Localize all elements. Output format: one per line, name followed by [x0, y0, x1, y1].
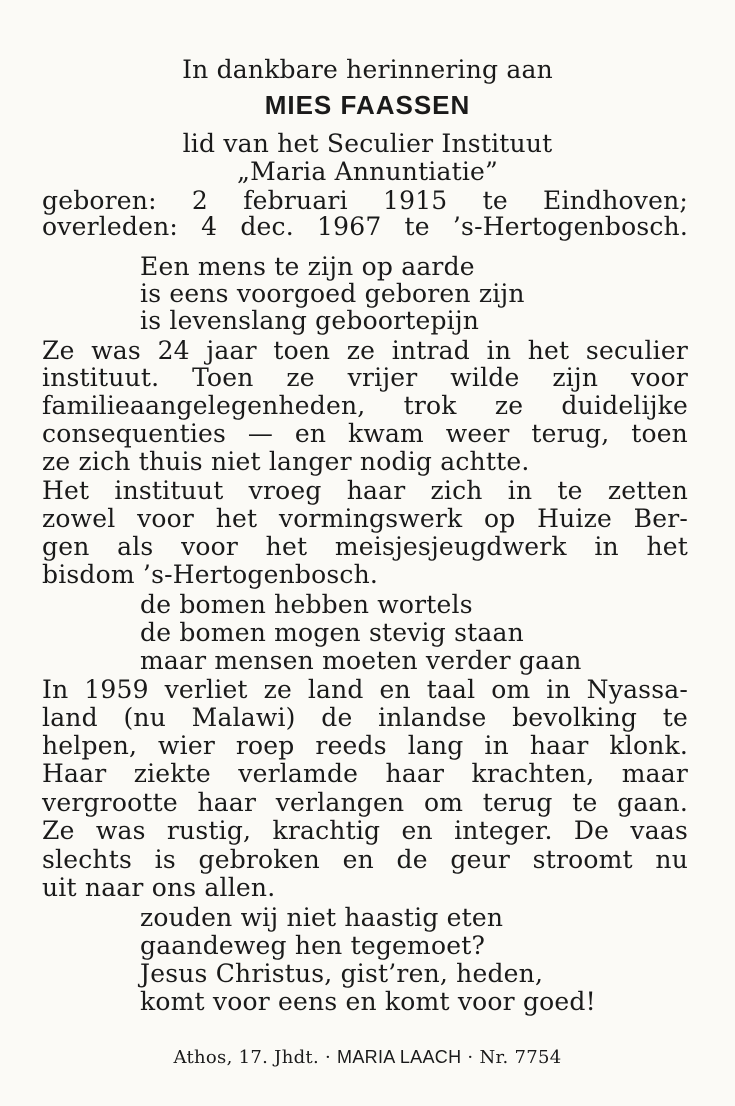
- paragraph3-line: In 1959 verliet ze land en taal om in Nyassa-: [42, 675, 688, 704]
- poem1-line: is eens voorgoed geboren zijn: [140, 279, 525, 308]
- death-line: overleden: 4 dec. 1967 te ’s-Hertogenbosch.: [42, 212, 688, 241]
- paragraph2-line: Het instituut vroeg haar zich in te zetten: [42, 476, 688, 505]
- poem3-line: zouden wij niet haastig eten: [140, 903, 504, 932]
- poem3-line: komt voor eens en komt voor goed!: [140, 987, 596, 1016]
- paragraph3-line: slechts is gebroken en de geur stroomt nu: [42, 845, 688, 874]
- paragraph3-line: Haar ziekte verlamde haar krachten, maar: [42, 759, 688, 788]
- publisher-name: MARIA LAACH: [337, 1047, 462, 1067]
- paragraph3-line: land (nu Malawi) de inlandse bevolking te: [42, 703, 688, 732]
- role-line-2: „Maria Annuntiatie”: [236, 157, 499, 186]
- poem2-line: de bomen mogen stevig staan: [140, 618, 524, 647]
- paragraph1-line: instituut. Toen ze vrijer wilde zijn voor: [42, 363, 688, 392]
- paragraph2-line: bisdom ’s-Hertogenbosch.: [42, 560, 379, 589]
- paragraph3-line: vergrootte haar verlangen om terug te gaan.: [42, 788, 688, 817]
- birth-line: geboren: 2 februari 1915 te Eindhoven;: [42, 186, 688, 215]
- paragraph1-line: Ze was 24 jaar toen ze intrad in het seculier: [42, 336, 688, 365]
- paragraph2-line: zowel voor het vormingswerk op Huize Ber-: [42, 504, 688, 533]
- card-number: · Nr. 7754: [467, 1047, 562, 1068]
- paragraph1-line: familieaangelegenheden, trok ze duidelijke: [42, 391, 688, 420]
- paragraph2-line: gen als voor het meisjesjeugdwerk in het: [42, 532, 688, 561]
- poem3-line: gaandeweg hen tegemoet?: [140, 931, 486, 960]
- printer-credit: [0, 1046, 735, 1069]
- paragraph3-line: helpen, wier roep reeds lang in haar klonk.: [42, 731, 688, 760]
- paragraph1-line: ze zich thuis niet langer nodig achtte.: [42, 447, 530, 476]
- role-line-1: lid van het Seculier Instituut: [182, 129, 553, 158]
- artwork-source: Athos, 17. Jhdt. ·: [173, 1047, 332, 1068]
- poem2-line: de bomen hebben wortels: [140, 590, 473, 619]
- paragraph3-line: uit naar ons allen.: [42, 873, 276, 902]
- intro-line: In dankbare herinnering aan: [182, 55, 553, 84]
- poem1-line: is levenslang geboortepijn: [140, 306, 480, 335]
- poem2-line: maar mensen moeten verder gaan: [140, 646, 582, 675]
- deceased-name: MIES FAASSEN: [264, 90, 471, 120]
- paragraph1-line: consequenties — en kwam weer terug, toen: [42, 419, 688, 448]
- poem3-line: Jesus Christus, gist’ren, heden,: [140, 959, 544, 988]
- poem1-line: Een mens te zijn op aarde: [140, 252, 475, 281]
- paragraph3-line: Ze was rustig, krachtig en integer. De vaas: [42, 816, 688, 845]
